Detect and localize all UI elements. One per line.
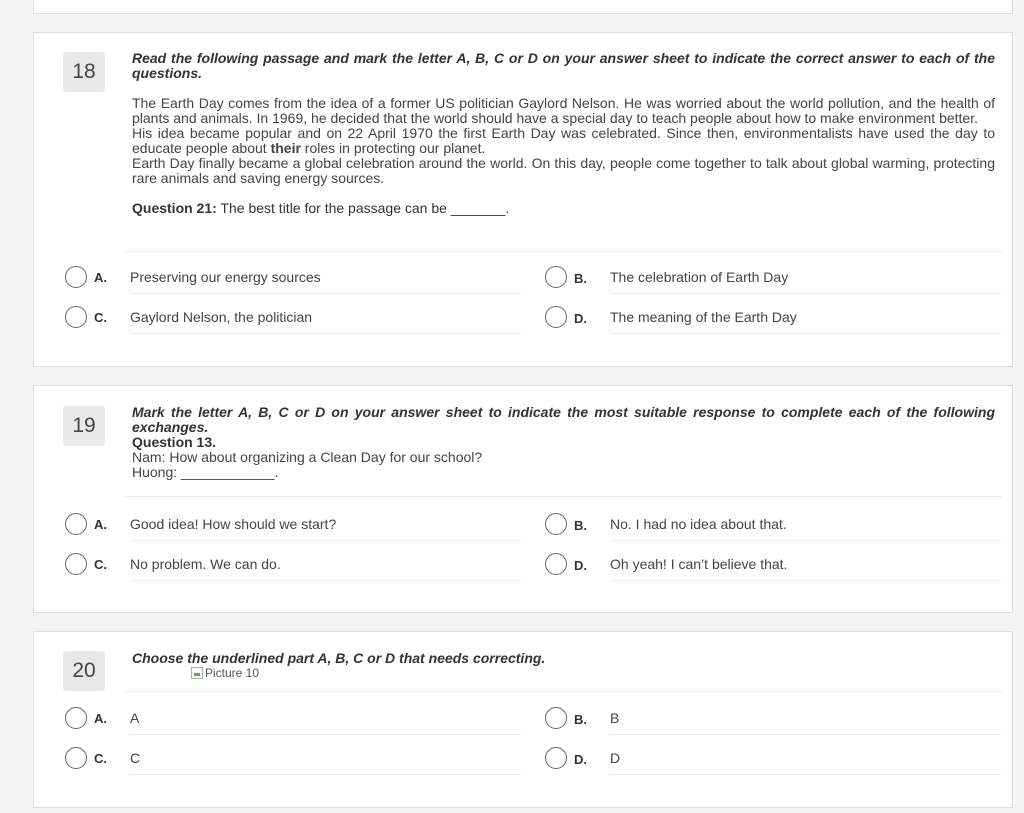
reading-passage: [132, 96, 995, 186]
option-letter: A.: [94, 517, 107, 532]
divider: [125, 251, 1002, 252]
option-letter: A.: [94, 270, 107, 285]
radio-button[interactable]: [65, 707, 87, 729]
option-letter: C.: [94, 310, 107, 325]
question-label: Question 13.: [132, 434, 217, 450]
question-card-20: [33, 631, 1013, 808]
question-instruction: Read the following passage and mark the letter A, B, C or D on your answer sheet to indicate the correct answer to each of the questions.: [132, 50, 995, 81]
radio-button[interactable]: [545, 747, 567, 769]
option-letter: B.: [574, 712, 587, 727]
option-letter: B.: [574, 518, 587, 533]
broken-image-icon: [191, 667, 203, 679]
picture-alt-text: Picture 10: [205, 666, 260, 680]
dialogue-line-huong: Huong: ____________.: [132, 464, 279, 480]
option-letter: C.: [94, 557, 107, 572]
picture-placeholder: [191, 666, 259, 680]
option-text[interactable]: A: [130, 710, 521, 735]
passage-paragraph-1: The Earth Day comes from the idea of a former US politician Gaylord Nelson. He was worried about the world pollution, and the health of plants and animals. In 1969, he decided that the world should have a special day to teach people about how to make environment better.: [132, 95, 995, 126]
radio-button[interactable]: [545, 553, 567, 575]
question-number: 19: [63, 406, 105, 446]
question-card-18: [33, 32, 1013, 367]
radio-button[interactable]: [65, 266, 87, 288]
dialogue-line-nam: Nam: How about organizing a Clean Day for our school?: [132, 449, 483, 465]
option-letter: A.: [94, 711, 107, 726]
option-text[interactable]: Oh yeah! I can’t believe that.: [610, 556, 1001, 581]
radio-button[interactable]: [65, 306, 87, 328]
option-text[interactable]: Gaylord Nelson, the politician: [130, 309, 521, 334]
radio-button[interactable]: [545, 306, 567, 328]
radio-button[interactable]: [65, 747, 87, 769]
option-text[interactable]: The meaning of the Earth Day: [610, 309, 1001, 334]
question-card-19: [33, 385, 1013, 613]
option-letter: D.: [574, 311, 587, 326]
option-letter: C.: [94, 751, 107, 766]
question-number: 18: [63, 52, 105, 92]
divider: [125, 691, 1002, 692]
option-letter: B.: [574, 271, 587, 286]
radio-button[interactable]: [545, 707, 567, 729]
radio-button[interactable]: [65, 553, 87, 575]
radio-button[interactable]: [545, 513, 567, 535]
radio-button[interactable]: [65, 513, 87, 535]
question-number: 20: [63, 651, 105, 691]
question-instruction: Choose the underlined part A, B, C or D that needs correcting.: [132, 650, 546, 666]
passage-paragraph-2: His idea became popular and on 22 April 1970 the first Earth Day was celebrated. Since then, environmentalists have used the day to educate people about their roles in protecting our planet.: [132, 125, 995, 156]
option-text[interactable]: D: [610, 750, 1001, 775]
option-text[interactable]: Preserving our energy sources: [130, 269, 521, 294]
option-text[interactable]: Good idea! How should we start?: [130, 516, 521, 541]
question-instruction: Mark the letter A, B, C or D on your answer sheet to indicate the most suitable response to complete each of the following exchanges.: [132, 404, 995, 435]
option-text[interactable]: No problem. We can do.: [130, 556, 521, 581]
option-text[interactable]: The celebration of Earth Day: [610, 269, 1001, 294]
option-text[interactable]: No. I had no idea about that.: [610, 516, 1001, 541]
option-letter: D.: [574, 558, 587, 573]
divider: [125, 496, 1002, 497]
question-text: Question 21: The best title for the passage can be _______.: [132, 200, 510, 216]
option-letter: D.: [574, 752, 587, 767]
passage-paragraph-3: Earth Day finally became a global celebration around the world. On this day, people come together to talk about global warming, protecting rare animals and saving energy sources.: [132, 155, 995, 186]
radio-button[interactable]: [545, 266, 567, 288]
option-text[interactable]: C: [130, 750, 521, 775]
previous-question-card: [33, 0, 1013, 14]
option-text[interactable]: B: [610, 710, 1001, 735]
